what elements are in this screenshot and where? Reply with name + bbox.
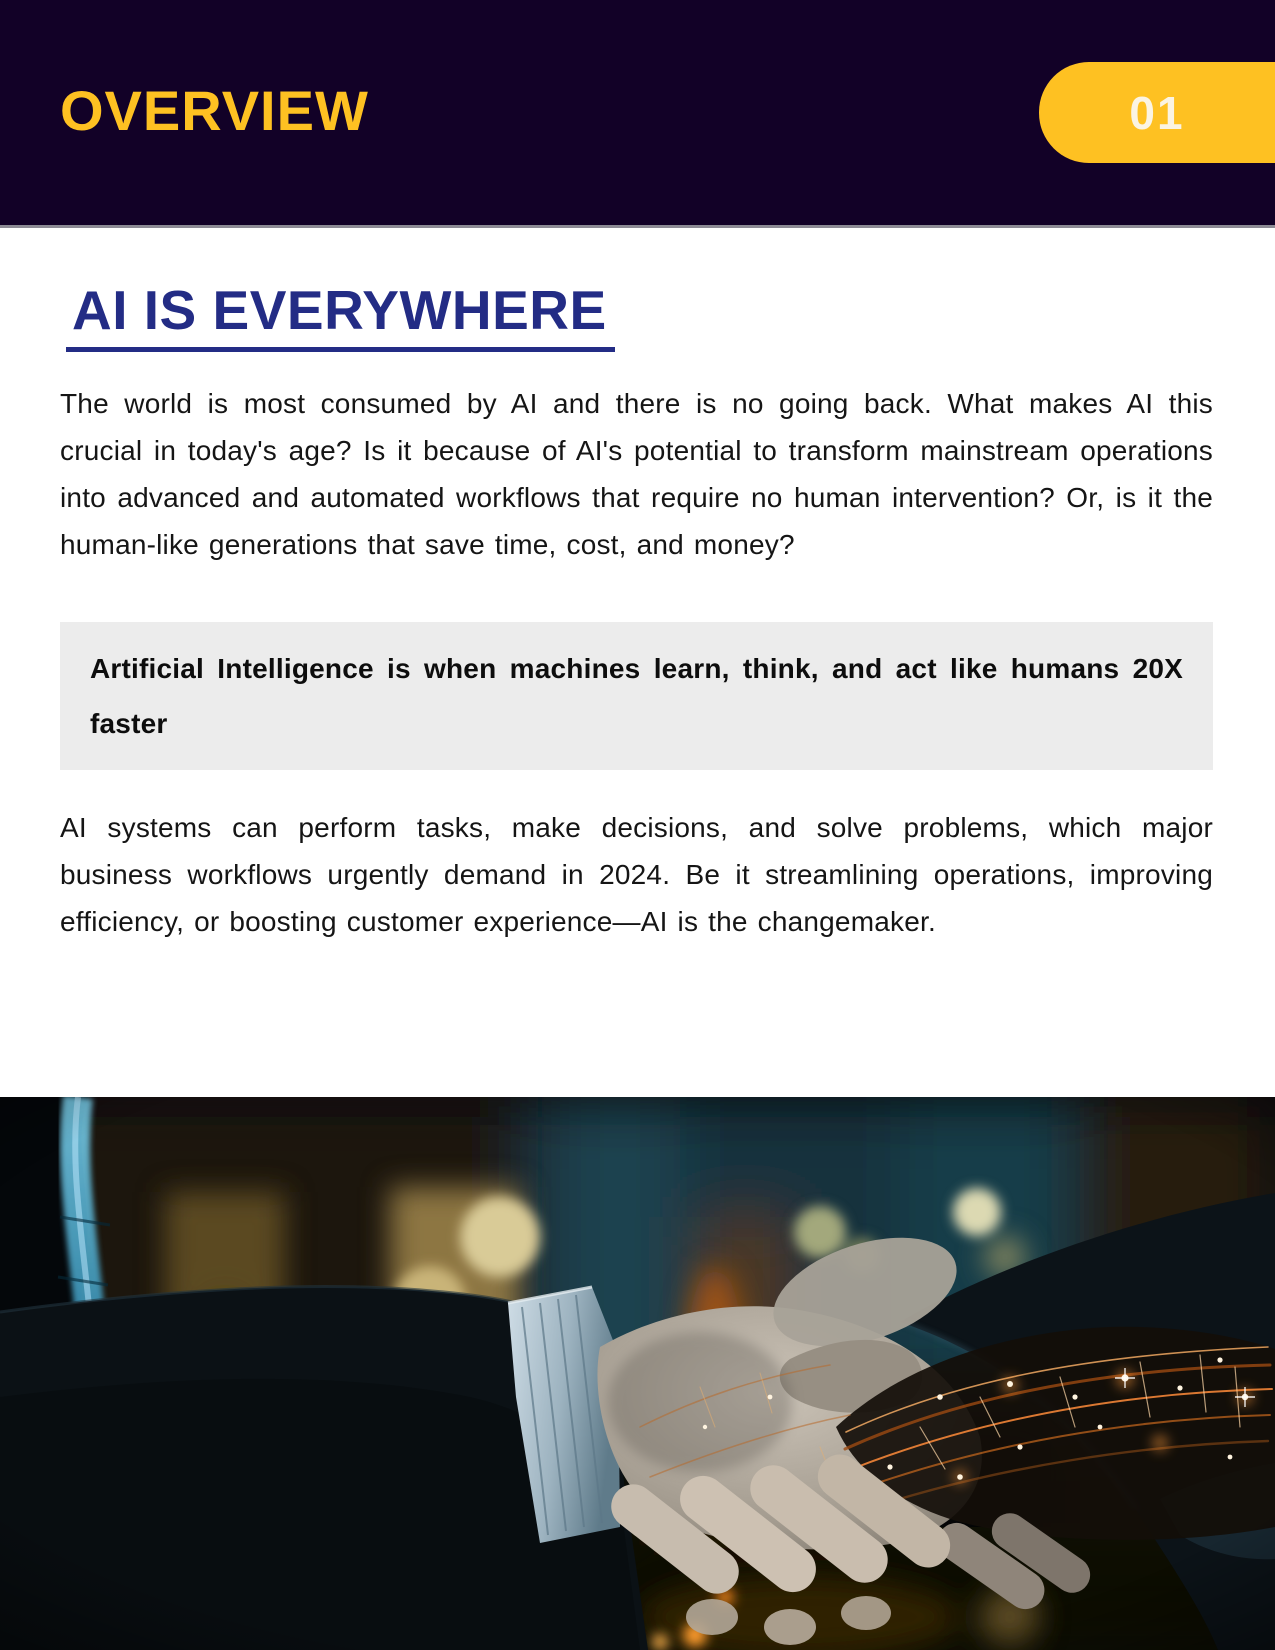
vignette bbox=[0, 1097, 1275, 1650]
body-paragraph: AI systems can perform tasks, make decisions, and solve problems, which major business workflows urgently demand in 2024. Be it streamlining operations, improving efficiency, or boosting customer experience—AI is the changemaker. bbox=[60, 811, 1213, 937]
article-body bbox=[0, 228, 1275, 945]
page-number-badge bbox=[1039, 62, 1275, 163]
article-heading: AI IS EVERYWHERE bbox=[66, 282, 615, 352]
page-header bbox=[0, 0, 1275, 228]
hero-image bbox=[0, 1097, 1275, 1650]
page-number: 01 bbox=[1129, 86, 1185, 139]
quote-text: Artificial Intelligence is when machines learn, think, and act like humans 20X faster bbox=[90, 652, 1183, 739]
quote-callout bbox=[60, 622, 1213, 770]
intro-paragraph: The world is most consumed by AI and there is no going back. What makes AI this crucial in today's age? Is it because of AI's potential to transform mainstream operations into advanced and automated workflows that require no human intervention? Or, is it the human-like generations that save time, cost, and money? bbox=[60, 387, 1213, 560]
section-kicker: OVERVIEW bbox=[60, 79, 369, 142]
handshake-illustration bbox=[0, 1097, 1275, 1650]
